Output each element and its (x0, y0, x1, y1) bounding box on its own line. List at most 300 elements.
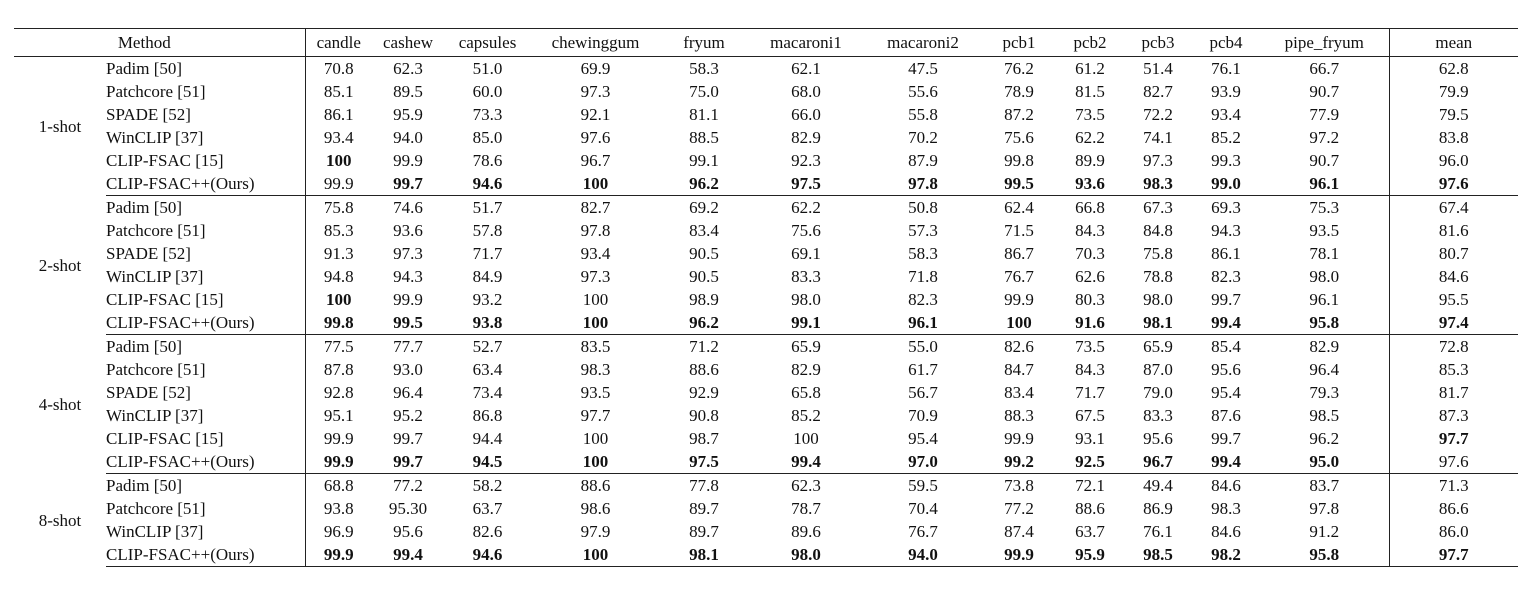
score-cell (1056, 219, 1124, 242)
score-cell (305, 427, 372, 450)
score-cell (531, 242, 660, 265)
score-cell (1124, 427, 1192, 450)
score-value: 82.9 (791, 360, 821, 379)
score-value: 87.3 (1438, 406, 1469, 425)
score-cell (1260, 126, 1389, 149)
score-value: 70.8 (323, 59, 354, 78)
score-cell (864, 196, 982, 220)
score-value: 87.4 (1004, 522, 1034, 541)
score-cell (748, 474, 864, 498)
score-cell (305, 172, 372, 196)
score-cell (660, 427, 748, 450)
score-value: 100 (582, 313, 609, 332)
score-value: 86.9 (1143, 499, 1173, 518)
mean-cell (1389, 103, 1518, 126)
score-cell (444, 358, 531, 381)
score-value: 87.9 (908, 151, 938, 170)
score-cell (748, 57, 864, 81)
score-value: 96.0 (1438, 151, 1469, 170)
score-cell (1260, 57, 1389, 81)
score-cell (444, 311, 531, 335)
method-name: CLIP-FSAC [15] (106, 429, 224, 448)
score-cell (372, 497, 444, 520)
score-value: 92.1 (580, 105, 611, 124)
score-value: 84.6 (1211, 476, 1241, 495)
score-cell (660, 404, 748, 427)
score-value: 60.0 (472, 82, 503, 101)
header-cell: pcb4 (1192, 29, 1260, 57)
score-cell (1192, 80, 1260, 103)
score-value: 99.9 (1004, 429, 1034, 448)
score-value: 93.9 (1211, 82, 1241, 101)
header-cell-mean: mean (1389, 29, 1518, 57)
score-value: 51.7 (472, 198, 503, 217)
score-value: 88.5 (689, 128, 719, 147)
score-cell (372, 103, 444, 126)
score-cell (1192, 520, 1260, 543)
score-cell (864, 335, 982, 359)
score-cell (1056, 80, 1124, 103)
method-name: Padim [50] (106, 59, 183, 78)
method-name: CLIP-FSAC [15] (106, 151, 224, 170)
score-cell (1124, 57, 1192, 81)
score-value: 81.7 (1438, 383, 1469, 402)
score-value: 97.6 (580, 128, 611, 147)
score-value: 87.8 (323, 360, 354, 379)
score-value: 81.1 (689, 105, 719, 124)
shot-group (14, 196, 1518, 335)
score-value: 78.1 (1309, 244, 1340, 263)
score-value: 82.7 (1143, 82, 1173, 101)
header-cell: macaroni2 (864, 29, 982, 57)
score-value: 93.6 (1075, 174, 1105, 193)
score-value: 76.2 (1004, 59, 1034, 78)
score-value: 82.3 (1211, 267, 1241, 286)
score-cell (982, 311, 1056, 335)
score-cell (864, 57, 982, 81)
score-cell (372, 311, 444, 335)
mean-cell (1389, 265, 1518, 288)
score-value: 94.0 (393, 128, 423, 147)
score-cell (372, 335, 444, 359)
score-cell (305, 520, 372, 543)
score-value: 82.6 (472, 522, 503, 541)
score-value: 76.7 (1004, 267, 1034, 286)
score-cell (982, 335, 1056, 359)
score-cell (660, 126, 748, 149)
score-value: 84.6 (1211, 522, 1241, 541)
score-cell (372, 543, 444, 567)
score-cell (1124, 404, 1192, 427)
method-name: WinCLIP [37] (106, 128, 204, 147)
score-value: 99.7 (1211, 290, 1241, 309)
mean-cell (1389, 358, 1518, 381)
shot-label: 2-shot (38, 255, 82, 275)
score-cell (305, 311, 372, 335)
table-header-row (14, 29, 1518, 57)
table-row (14, 381, 1518, 404)
score-cell (305, 450, 372, 474)
score-value: 93.4 (580, 244, 611, 263)
score-value: 99.9 (393, 151, 423, 170)
header-cell: chewinggum (531, 29, 660, 57)
score-cell (660, 57, 748, 81)
score-cell (1192, 358, 1260, 381)
score-cell (982, 219, 1056, 242)
score-cell (372, 126, 444, 149)
score-value: 99.4 (791, 452, 821, 471)
score-value: 100 (582, 429, 609, 448)
score-value: 67.5 (1075, 406, 1105, 425)
score-cell (864, 474, 982, 498)
score-value: 94.3 (393, 267, 423, 286)
score-cell (864, 450, 982, 474)
score-cell (982, 358, 1056, 381)
score-cell (1192, 474, 1260, 498)
score-value: 98.5 (1309, 406, 1340, 425)
score-value: 67.3 (1143, 198, 1173, 217)
score-cell (372, 219, 444, 242)
score-value: 97.8 (1309, 499, 1340, 518)
score-cell (305, 404, 372, 427)
score-cell (444, 450, 531, 474)
score-value: 67.4 (1438, 198, 1469, 217)
score-value: 72.1 (1075, 476, 1105, 495)
score-value: 65.8 (791, 383, 821, 402)
score-cell (1192, 311, 1260, 335)
score-value: 69.2 (689, 198, 719, 217)
method-name: WinCLIP [37] (106, 267, 204, 286)
score-cell (982, 196, 1056, 220)
score-cell (660, 219, 748, 242)
score-cell (982, 288, 1056, 311)
method-name: CLIP-FSAC++(Ours) (106, 450, 305, 474)
score-cell (748, 242, 864, 265)
score-value: 87.0 (1143, 360, 1173, 379)
score-cell (444, 543, 531, 567)
score-cell (1260, 149, 1389, 172)
table-row (14, 172, 1518, 196)
score-cell (531, 57, 660, 81)
score-cell (1260, 520, 1389, 543)
score-value: 84.3 (1075, 360, 1105, 379)
score-cell (660, 450, 748, 474)
score-cell (748, 381, 864, 404)
score-value: 95.9 (393, 105, 423, 124)
score-cell (1124, 172, 1192, 196)
score-cell (660, 497, 748, 520)
score-value: 75.6 (1004, 128, 1034, 147)
score-value: 77.9 (1309, 105, 1340, 124)
score-cell (1056, 358, 1124, 381)
mean-cell (1389, 450, 1518, 474)
score-value: 90.8 (689, 406, 719, 425)
score-cell (531, 474, 660, 498)
score-value: 70.3 (1075, 244, 1105, 263)
table-row (14, 543, 1518, 567)
method-name: Padim [50] (106, 337, 183, 356)
score-value: 97.6 (1438, 174, 1469, 193)
score-value: 62.2 (791, 198, 821, 217)
score-value: 69.9 (580, 59, 611, 78)
score-cell (748, 219, 864, 242)
score-value: 95.6 (1211, 360, 1241, 379)
score-cell (1192, 196, 1260, 220)
score-value: 55.8 (908, 105, 938, 124)
score-cell (444, 497, 531, 520)
score-cell (982, 427, 1056, 450)
score-cell (1124, 311, 1192, 335)
header-cell: pcb3 (1124, 29, 1192, 57)
score-cell (305, 149, 372, 172)
score-value: 62.6 (1075, 267, 1105, 286)
table-row (14, 242, 1518, 265)
score-cell (1124, 450, 1192, 474)
score-value: 78.6 (472, 151, 503, 170)
score-value: 99.4 (1211, 313, 1241, 332)
score-cell (748, 450, 864, 474)
score-value: 95.0 (1309, 452, 1340, 471)
table-row (14, 474, 1518, 498)
score-cell (1124, 497, 1192, 520)
score-cell (748, 80, 864, 103)
score-value: 97.6 (1438, 452, 1469, 471)
method-name: CLIP-FSAC++(Ours) (106, 172, 305, 196)
score-value: 92.3 (791, 151, 821, 170)
score-cell (660, 543, 748, 567)
score-value: 71.3 (1438, 476, 1469, 495)
score-value: 95.8 (1309, 545, 1340, 564)
table-row (14, 80, 1518, 103)
score-value: 73.5 (1075, 105, 1105, 124)
score-value: 85.2 (1211, 128, 1241, 147)
score-cell (982, 103, 1056, 126)
score-cell (531, 311, 660, 335)
table-row (14, 497, 1518, 520)
score-cell (372, 80, 444, 103)
method-name: SPADE [52] (106, 383, 191, 402)
score-cell (748, 543, 864, 567)
score-value: 71.8 (908, 267, 938, 286)
score-cell (531, 265, 660, 288)
score-value: 99.7 (1211, 429, 1241, 448)
score-value: 99.7 (393, 429, 423, 448)
score-cell (660, 381, 748, 404)
score-value: 90.5 (689, 267, 719, 286)
score-cell (444, 126, 531, 149)
score-value: 62.2 (1075, 128, 1105, 147)
score-value: 97.2 (1309, 128, 1340, 147)
score-value: 100 (582, 290, 609, 309)
table-row (14, 358, 1518, 381)
score-value: 77.7 (393, 337, 423, 356)
score-value: 93.4 (1211, 105, 1241, 124)
score-value: 90.7 (1309, 82, 1340, 101)
score-cell (531, 172, 660, 196)
score-value: 100 (326, 151, 352, 170)
score-cell (864, 543, 982, 567)
method-name: Patchcore [51] (106, 360, 206, 379)
score-value: 87.6 (1211, 406, 1241, 425)
score-value: 62.1 (791, 59, 821, 78)
score-value: 66.8 (1075, 198, 1105, 217)
score-cell (1192, 57, 1260, 81)
score-cell (660, 335, 748, 359)
score-cell (531, 450, 660, 474)
score-cell (1056, 126, 1124, 149)
score-cell (1056, 103, 1124, 126)
score-value: 94.0 (908, 545, 938, 564)
score-cell (1192, 103, 1260, 126)
score-cell (1056, 335, 1124, 359)
score-cell (1260, 381, 1389, 404)
score-value: 61.2 (1075, 59, 1105, 78)
score-cell (864, 404, 982, 427)
results-table (14, 28, 1518, 567)
score-value: 75.0 (689, 82, 719, 101)
score-value: 83.4 (689, 221, 719, 240)
score-value: 96.1 (908, 313, 938, 332)
score-cell (660, 103, 748, 126)
score-value: 98.5 (1143, 545, 1173, 564)
score-value: 47.5 (908, 59, 938, 78)
score-value: 100 (582, 174, 609, 193)
score-value: 83.5 (580, 337, 611, 356)
score-value: 71.2 (689, 337, 719, 356)
score-value: 95.4 (1211, 383, 1241, 402)
score-cell (1056, 311, 1124, 335)
score-cell (1260, 311, 1389, 335)
score-value: 82.9 (791, 128, 821, 147)
score-cell (660, 311, 748, 335)
score-value: 80.3 (1075, 290, 1105, 309)
score-value: 89.9 (1075, 151, 1105, 170)
score-cell (1056, 242, 1124, 265)
score-value: 100 (582, 545, 609, 564)
score-value: 99.2 (1004, 452, 1034, 471)
score-value: 99.8 (323, 313, 354, 332)
score-cell (305, 265, 372, 288)
score-value: 94.8 (323, 267, 354, 286)
score-value: 89.6 (791, 522, 821, 541)
score-cell (748, 288, 864, 311)
header-cell: capsules (444, 29, 531, 57)
score-cell (1124, 335, 1192, 359)
score-value: 98.0 (1143, 290, 1173, 309)
score-cell (444, 381, 531, 404)
score-value: 77.2 (393, 476, 423, 495)
method-name: WinCLIP [37] (106, 522, 204, 541)
score-value: 52.7 (472, 337, 503, 356)
score-value: 75.3 (1309, 198, 1340, 217)
score-value: 99.4 (393, 545, 423, 564)
score-cell (305, 543, 372, 567)
score-value: 71.7 (472, 244, 503, 263)
score-value: 72.2 (1143, 105, 1173, 124)
score-value: 99.9 (393, 290, 423, 309)
table-row (14, 219, 1518, 242)
score-value: 83.8 (1438, 128, 1469, 147)
score-cell (1192, 265, 1260, 288)
score-cell (305, 219, 372, 242)
score-cell (864, 80, 982, 103)
score-value: 79.5 (1438, 105, 1469, 124)
score-cell (372, 520, 444, 543)
score-cell (372, 474, 444, 498)
score-value: 51.0 (472, 59, 503, 78)
score-cell (1056, 543, 1124, 567)
score-value: 94.3 (1211, 221, 1241, 240)
mean-cell (1389, 311, 1518, 335)
score-cell (1260, 497, 1389, 520)
score-value: 86.0 (1438, 522, 1469, 541)
score-cell (305, 103, 372, 126)
score-value: 95.30 (388, 499, 428, 518)
score-value: 96.4 (393, 383, 423, 402)
score-value: 88.3 (1004, 406, 1034, 425)
score-cell (982, 520, 1056, 543)
score-value: 75.8 (1143, 244, 1173, 263)
score-value: 97.9 (580, 522, 611, 541)
score-value: 82.9 (1309, 337, 1340, 356)
shot-label: 4-shot (38, 394, 82, 414)
score-value: 77.2 (1004, 499, 1034, 518)
score-value: 86.1 (1211, 244, 1241, 263)
score-cell (982, 126, 1056, 149)
score-cell (305, 242, 372, 265)
score-value: 62.4 (1004, 198, 1034, 217)
score-cell (1260, 450, 1389, 474)
score-value: 99.9 (1004, 290, 1034, 309)
score-value: 82.6 (1004, 337, 1034, 356)
score-cell (531, 288, 660, 311)
mean-cell (1389, 149, 1518, 172)
mean-cell (1389, 335, 1518, 359)
score-value: 62.8 (1438, 59, 1469, 78)
score-value: 98.3 (1211, 499, 1241, 518)
score-value: 80.7 (1438, 244, 1469, 263)
score-value: 85.3 (323, 221, 354, 240)
score-value: 89.5 (393, 82, 423, 101)
score-cell (1056, 520, 1124, 543)
mean-cell (1389, 288, 1518, 311)
score-cell (531, 497, 660, 520)
score-cell (982, 404, 1056, 427)
score-cell (305, 497, 372, 520)
score-value: 99.1 (689, 151, 719, 170)
score-value: 50.8 (908, 198, 938, 217)
table-row (14, 311, 1518, 335)
score-cell (305, 335, 372, 359)
score-value: 97.8 (580, 221, 611, 240)
method-name: Padim [50] (106, 198, 183, 217)
score-cell (748, 103, 864, 126)
score-value: 96.7 (580, 151, 611, 170)
score-cell (748, 311, 864, 335)
score-cell (1260, 427, 1389, 450)
score-value: 89.7 (689, 499, 719, 518)
score-value: 100 (1006, 313, 1032, 332)
score-value: 77.8 (689, 476, 719, 495)
score-cell (1260, 196, 1389, 220)
score-cell (864, 358, 982, 381)
score-value: 96.1 (1309, 174, 1340, 193)
score-cell (1260, 543, 1389, 567)
score-value: 63.4 (472, 360, 503, 379)
score-cell (531, 103, 660, 126)
score-cell (531, 543, 660, 567)
score-value: 93.4 (323, 128, 354, 147)
